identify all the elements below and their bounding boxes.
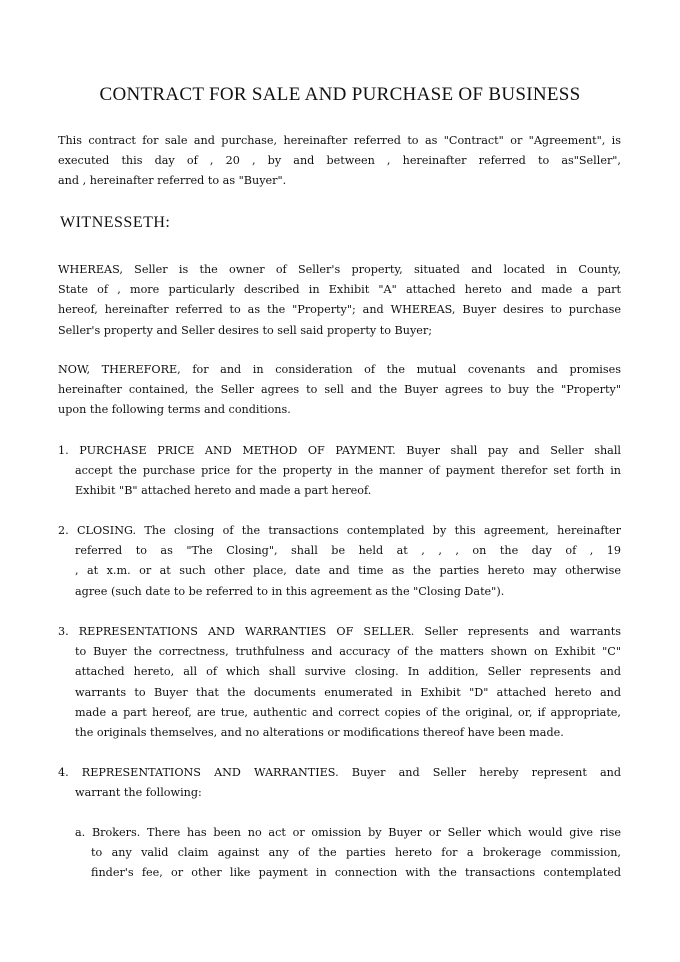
text-line: hereof, hereinafter referred to as the "Property"; and WHEREAS, Buyer desires to purchase: [58, 303, 621, 317]
text-line: 1. PURCHASE PRICE AND METHOD OF PAYMENT. Buyer shall pay and Seller shall: [58, 444, 621, 457]
text-line: upon the following terms and conditions.: [58, 403, 291, 417]
text-line: to any valid claim against any of the parties hereto for a brokerage commission,: [91, 846, 621, 860]
text-line: the originals themselves, and no alterations or modifications thereof have been made.: [75, 725, 564, 739]
document-title: CONTRACT FOR SALE AND PURCHASE OF BUSINESS: [99, 84, 581, 105]
paragraph-item-4: [58, 763, 621, 803]
text-line: made a part hereof, are true, authentic and correct copies of the original, or, if appropriate,: [75, 705, 621, 719]
text-line: attached hereto, all of which shall survive closing. In addition, Seller represents and: [75, 665, 621, 679]
text-line: to Buyer the correctness, truthfulness and accuracy of the matters shown on Exhibit "C": [75, 645, 621, 659]
text-line: warrants to Buyer that the documents enumerated in Exhibit "D" attached hereto and: [75, 685, 621, 699]
text-line: WHEREAS, Seller is the owner of Seller's property, situated and located in County,: [58, 263, 621, 276]
paragraph-item-4a: [58, 823, 621, 884]
text-line: and , hereinafter referred to as "Buyer".: [58, 174, 287, 188]
text-line: This contract for sale and purchase, hereinafter referred to as "Contract" or "Agreement", is: [58, 134, 621, 147]
paragraph-now-therefore: [58, 360, 621, 421]
text-line: 3. REPRESENTATIONS AND WARRANTIES OF SELLER. Seller represents and warrants: [58, 625, 621, 638]
paragraph-item-3: [58, 622, 621, 743]
text-line: executed this day of , 20 , by and between , hereinafter referred to as"Seller",: [58, 154, 621, 168]
text-line: 4. REPRESENTATIONS AND WARRANTIES. Buyer and Seller hereby represent and: [58, 766, 621, 779]
paragraph-item-1: [58, 441, 621, 502]
section-heading-witnesseth: WITNESSETH:: [60, 214, 171, 231]
text-line: Exhibit "B" attached hereto and made a part hereof.: [75, 484, 372, 498]
paragraph-whereas: [58, 260, 621, 341]
text-line: Seller's property and Seller desires to sell said property to Buyer;: [58, 323, 433, 337]
paragraph-intro: [58, 131, 621, 192]
text-line: accept the purchase price for the property in the manner of payment therefor set forth in: [75, 464, 621, 478]
text-line: finder's fee, or other like payment in connection with the transactions contemplated: [91, 866, 621, 880]
text-line: 2. CLOSING. The closing of the transactions contemplated by this agreement, hereinafter: [58, 524, 621, 537]
text-line: warrant the following:: [75, 786, 202, 800]
text-line: State of , more particularly described in Exhibit "A" attached hereto and made a part: [58, 283, 621, 297]
text-line: , at x.m. or at such other place, date and time as the parties hereto may otherwise: [75, 564, 621, 578]
text-line: hereinafter contained, the Seller agrees to sell and the Buyer agrees to buy the "Property": [58, 383, 621, 397]
text-line: referred to as "The Closing", shall be held at , , , on the day of , 19: [75, 544, 621, 558]
text-line: agree (such date to be referred to in this agreement as the "Closing Date").: [75, 584, 505, 598]
paragraph-item-2: [58, 521, 621, 602]
text-line: NOW, THEREFORE, for and in consideration of the mutual covenants and promises: [58, 363, 621, 376]
text-line: a. Brokers. There has been no act or omission by Buyer or Seller which would give rise: [75, 826, 621, 839]
